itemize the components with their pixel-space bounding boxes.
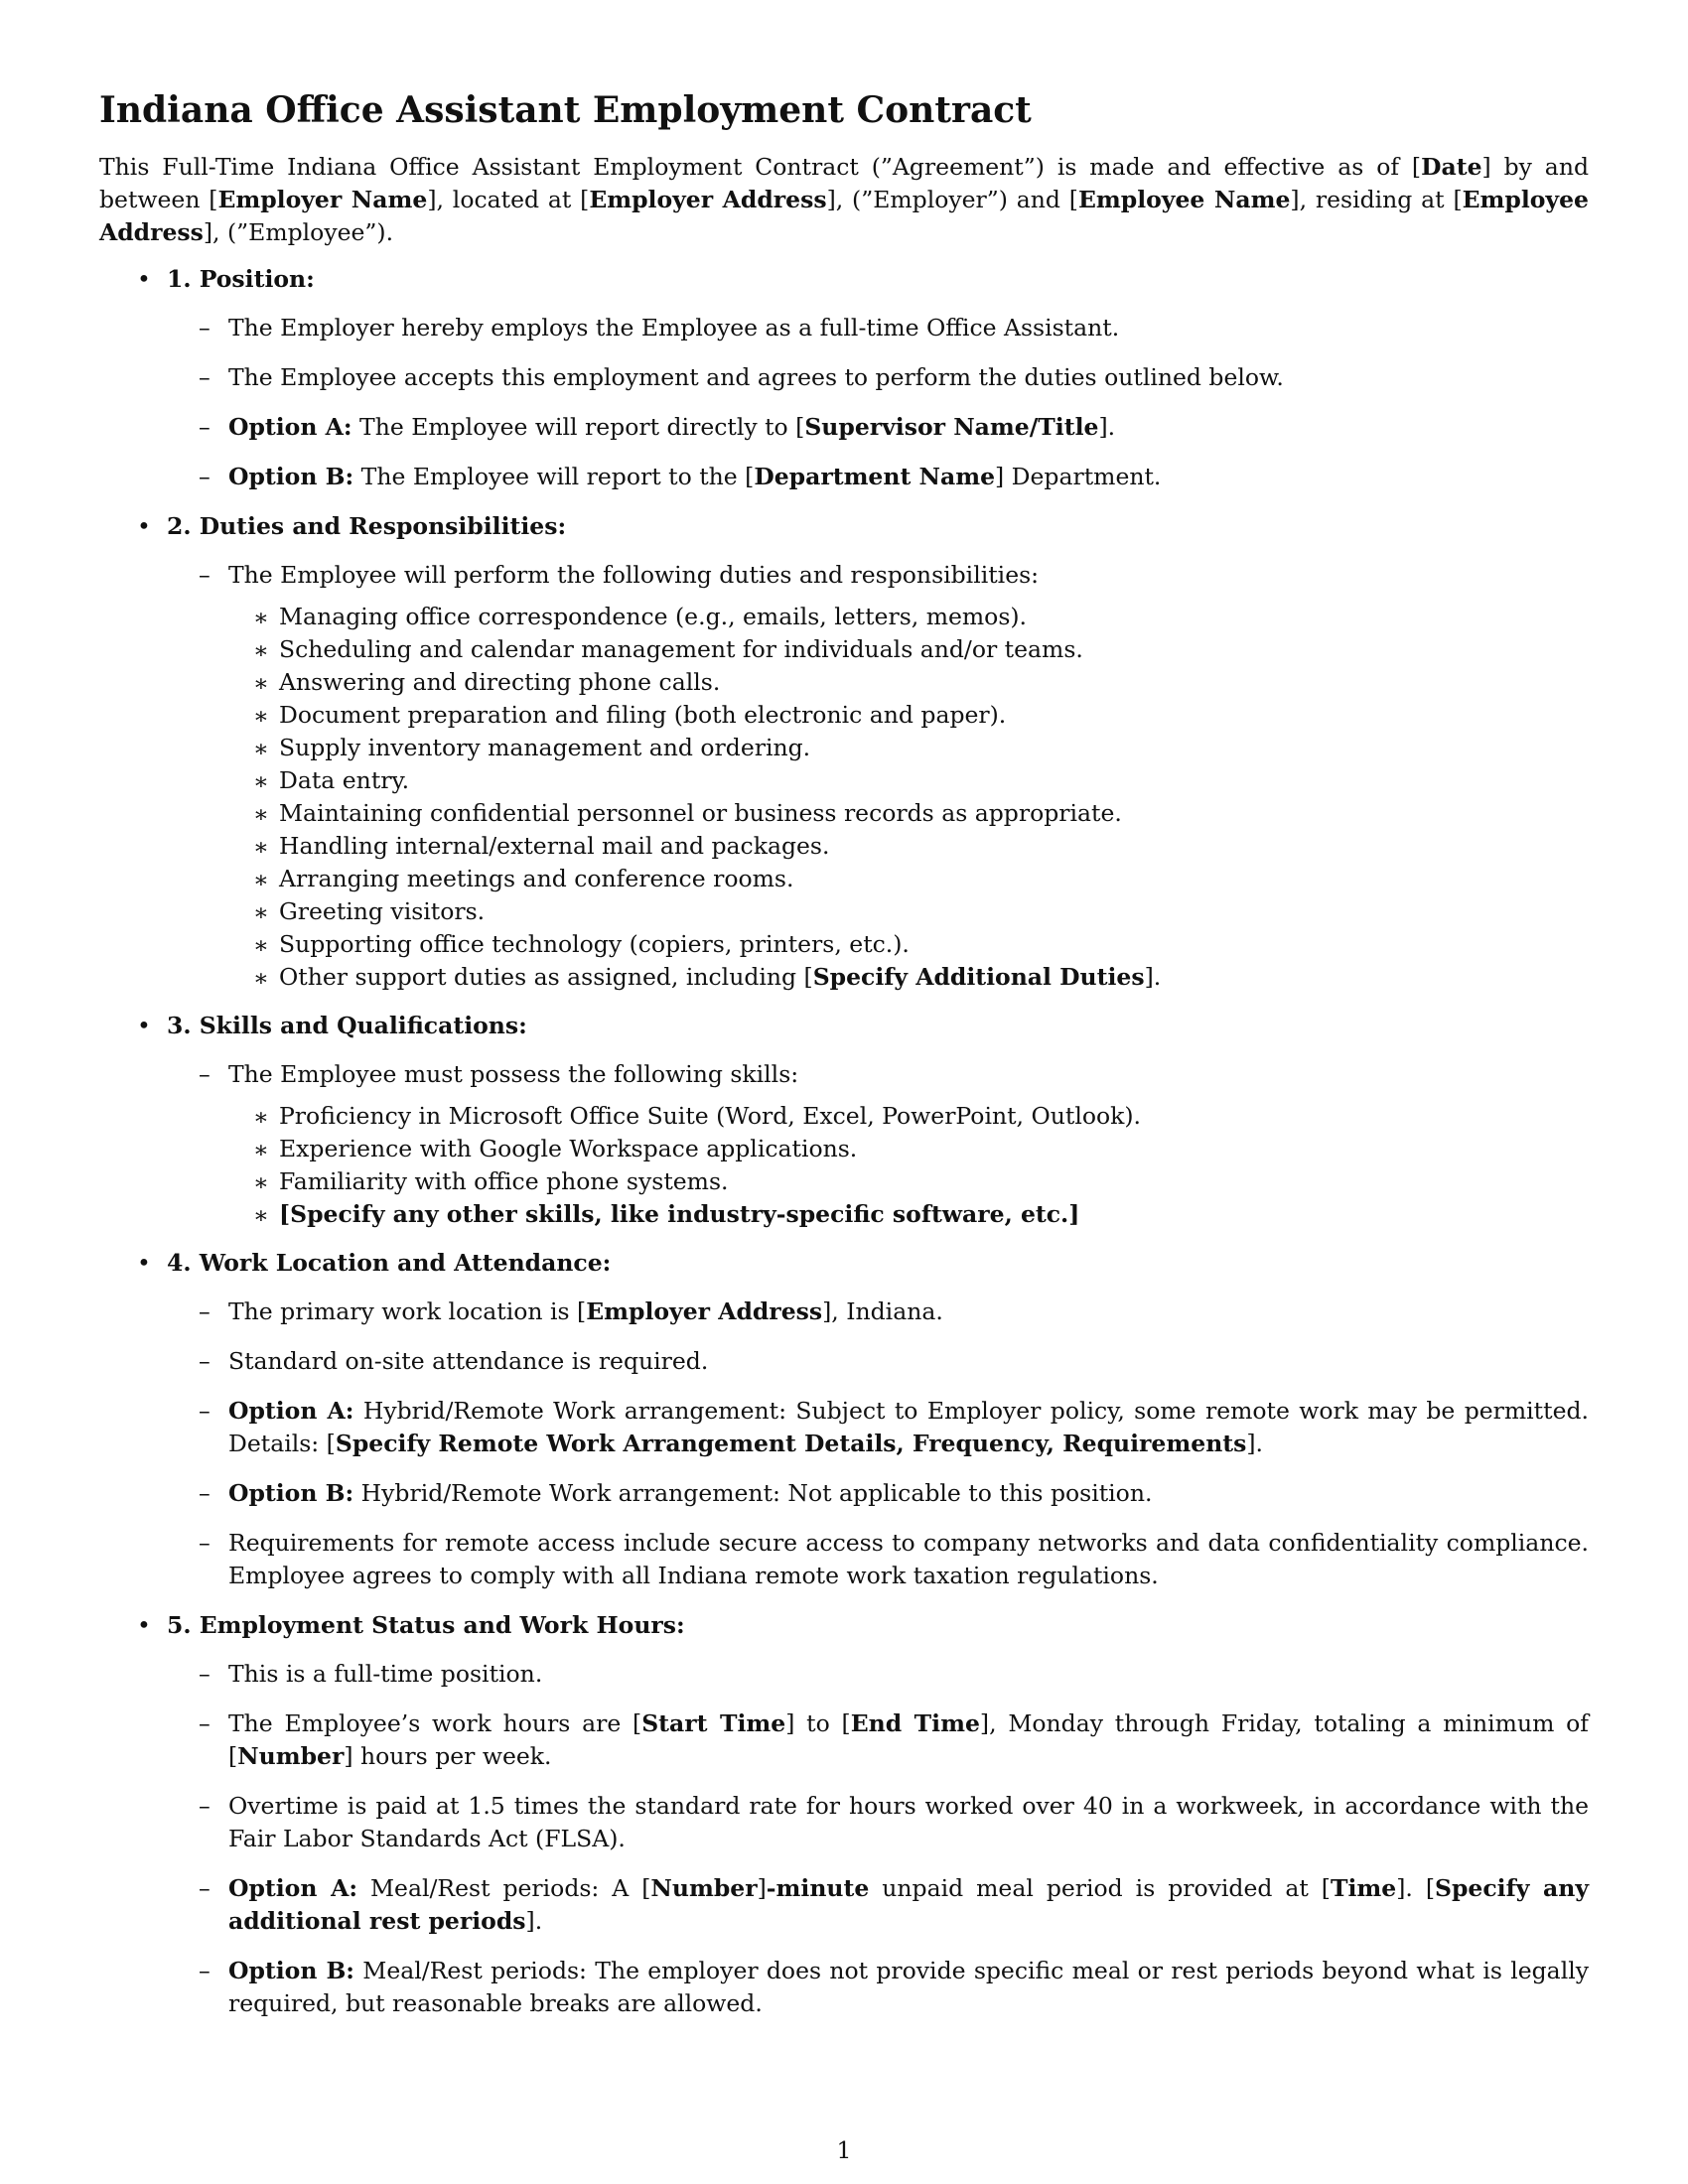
skill-item: ∗ Experience with Google Workspace applications. <box>253 1135 858 1163</box>
list-item: – The Employee must possess the following skills: <box>199 1060 799 1088</box>
duty-item: ∗ Managing office correspondence (e.g., emails, letters, memos). <box>253 603 1028 631</box>
section-heading: • 2. Duties and Responsibilities: <box>137 512 567 540</box>
list-item: – Option B: The Employee will report to the [Department Name] Department. <box>199 463 1162 490</box>
list-item: – This is a full-time position. <box>199 1660 543 1688</box>
section-heading: • 1. Position: <box>137 265 315 293</box>
document-page <box>99 87 1589 2037</box>
intro-paragraph: This Full-Time Indiana Office Assistant Employment Contract (”Agreement”) is made and effective as of [Date] by and between [Employer Name], located at [Employer Address], (”Employer”) and [Employee Name], residing at [Employee Address], (”Employee”). <box>99 153 1589 246</box>
duty-item: ∗ Answering and directing phone calls. <box>253 668 721 697</box>
duty-item: ∗ Other support duties as assigned, including [Specify Additional Duties]. <box>253 963 1162 992</box>
list-item: – Option A: The Employee will report directly to [Supervisor Name/Title]. <box>199 413 1116 441</box>
section-duties <box>99 510 1589 994</box>
list-item: – The Employer hereby employs the Employee as a full-time Office Assistant. <box>199 314 1120 341</box>
skill-item: ∗ [Specify any other skills, like industry-specific software, etc.] <box>253 1200 1080 1229</box>
list-item: – The Employee’s work hours are [Start Time] to [End Time], Monday through Friday, totaling a minimum of [Number] hours per week. <box>199 1709 1590 1770</box>
section-skills <box>99 1010 1589 1231</box>
list-item: – Requirements for remote access include secure access to company networks and data confidentiality compliance. Employee agrees to comply with all Indiana remote work taxation regulations. <box>199 1529 1589 1589</box>
duty-item: ∗ Data entry. <box>253 766 410 795</box>
duty-item: ∗ Supply inventory management and ordering. <box>253 734 811 762</box>
section-heading: • 3. Skills and Qualifications: <box>137 1012 527 1039</box>
section-employment-status <box>99 1609 1589 2020</box>
duty-item: ∗ Greeting visitors. <box>253 897 486 926</box>
list-item: – The primary work location is [Employer Address], Indiana. <box>199 1297 943 1325</box>
list-item: – Option B: Meal/Rest periods: The employer does not provide specific meal or rest periods beyond what is legally required, but reasonable breaks are allowed. <box>199 1957 1590 2017</box>
duty-item: ∗ Scheduling and calendar management for individuals and/or teams. <box>253 635 1083 664</box>
section-heading: • 5. Employment Status and Work Hours: <box>137 1611 685 1639</box>
list-item: – The Employee will perform the following duties and responsibilities: <box>199 561 1040 589</box>
skill-item: ∗ Proficiency in Microsoft Office Suite (Word, Excel, PowerPoint, Outlook). <box>253 1102 1142 1131</box>
list-item: – Option A: Hybrid/Remote Work arrangement: Subject to Employer policy, some remote work may be permitted. Details: [Specify Remote Work Arrangement Details, Frequency, Requirements]. <box>199 1397 1589 1457</box>
duties-list <box>99 601 1589 994</box>
duty-item: ∗ Document preparation and filing (both electronic and paper). <box>253 701 1007 730</box>
list-item: – The Employee accepts this employment and agrees to perform the duties outlined below. <box>199 363 1284 391</box>
section-heading: • 4. Work Location and Attendance: <box>137 1249 612 1277</box>
duty-item: ∗ Maintaining confidential personnel or business records as appropriate. <box>253 799 1122 828</box>
duty-item: ∗ Arranging meetings and conference rooms. <box>253 865 794 893</box>
duty-item: ∗ Handling internal/external mail and packages. <box>253 832 830 861</box>
page-number: 1 <box>836 2136 852 2164</box>
list-item: – Option B: Hybrid/Remote Work arrangement: Not applicable to this position. <box>199 1479 1153 1507</box>
list-item: – Option A: Meal/Rest periods: A [Number]-minute unpaid meal period is provided at [Time]. [Specify any additional rest periods]. <box>199 1874 1589 1935</box>
list-item: – Overtime is paid at 1.5 times the standard rate for hours worked over 40 in a workweek, in accordance with the Fair Labor Standards Act (FLSA). <box>199 1792 1589 1852</box>
list-item: – Standard on-site attendance is required. <box>199 1347 709 1375</box>
duty-item: ∗ Supporting office technology (copiers, printers, etc.). <box>253 930 910 959</box>
section-position <box>99 263 1589 493</box>
document-title: Indiana Office Assistant Employment Contract <box>99 89 1032 131</box>
skill-item: ∗ Familiarity with office phone systems. <box>253 1167 729 1196</box>
section-work-location <box>99 1247 1589 1592</box>
skills-list <box>99 1100 1589 1231</box>
